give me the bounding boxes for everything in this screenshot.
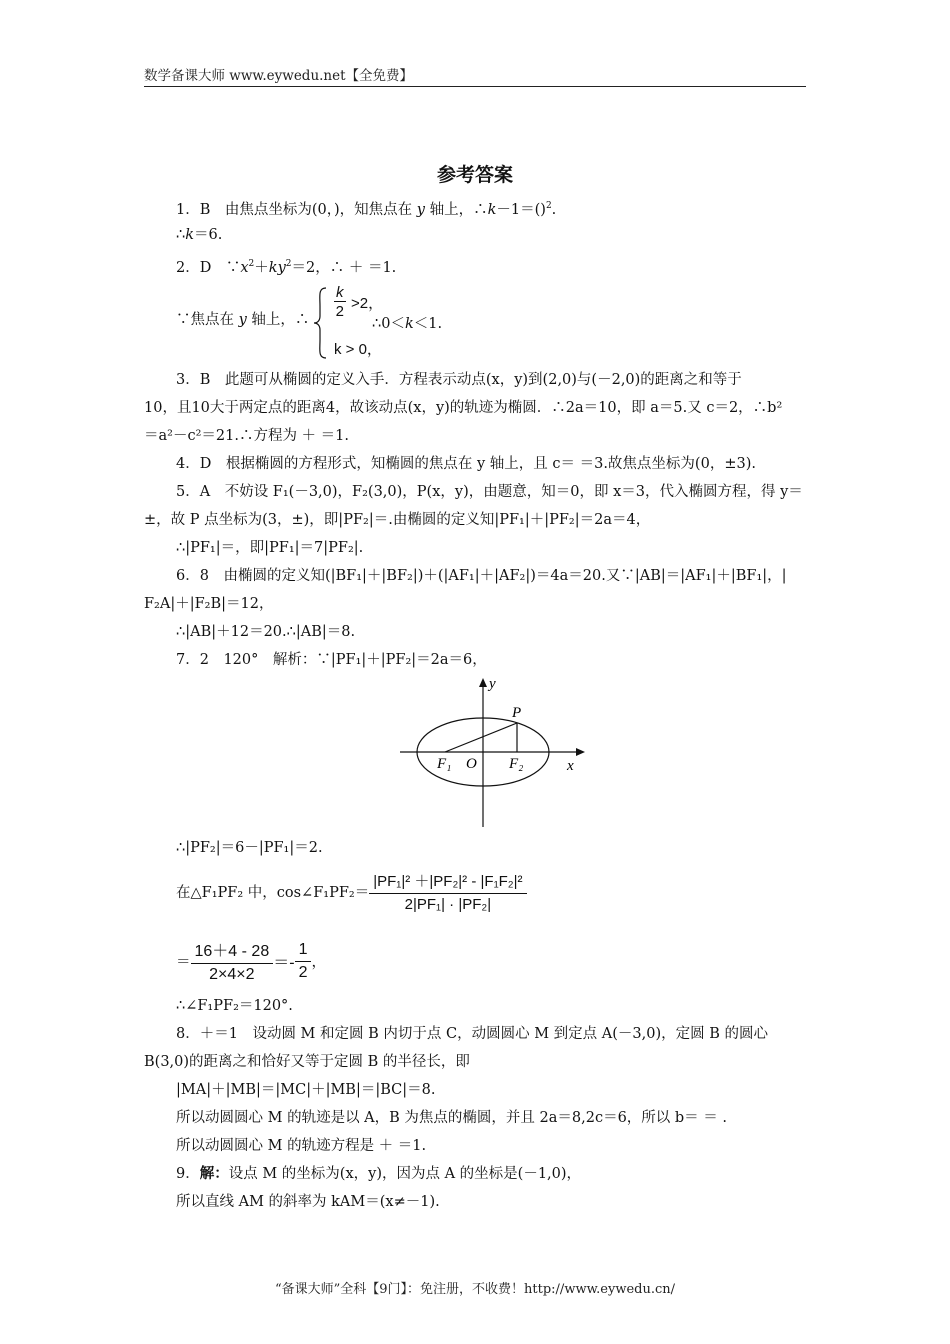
text: 轴上，∴ (424, 202, 488, 218)
inequality-gt-2: >2， (351, 295, 384, 312)
text: 设点 M 的坐标为(x，y)，因为点 A 的坐标是(－1,0)， (228, 1166, 582, 1182)
text: 轴上，∴ (246, 312, 310, 328)
page-title: 参考答案 (436, 164, 513, 186)
page-header (144, 64, 806, 87)
text: 在△F₁PF₂ 中，cos∠F₁PF₂＝ (176, 885, 370, 901)
cos-numerator: |PF₁|² ＋|PF₂|² - |F₁F₂|² (369, 870, 526, 894)
half-denominator: 2 (298, 963, 308, 981)
calc-fraction (191, 938, 274, 984)
answer-7-line-2: ∴|PF₂|＝6－|PF₁|＝2. (176, 840, 323, 856)
text: 2．D ∵ (176, 260, 241, 276)
text: 9． (176, 1166, 200, 1182)
half-fraction (295, 941, 312, 982)
calc-numerator: 16＋4 - 28 (191, 938, 274, 964)
answer-5-line-1: 5．A 不妨设 F₁(－3,0)，F₂(3,0)，P(x，y)，由题意，知＝0，即 x＝3，代入椭圆方程，得 y＝ (176, 484, 803, 500)
answer-4-line-1: 4．D 根据椭圆的方程形式，知椭圆的焦点在 y 轴上，且 c＝ ＝3.故焦点坐标为(0，±3). (176, 456, 756, 472)
system-lead (176, 308, 309, 329)
answer-3-line-3: ＝a²－c²＝21.∴方程为 ＋ ＝1. (144, 428, 350, 444)
text: 1．B 由焦点坐标为(0，)，知焦点在 (176, 202, 417, 218)
answer-9-line-2: 所以直线 AM 的斜率为 kAM＝(x≠－1). (176, 1194, 440, 1210)
text: . (551, 202, 557, 218)
label-f2: F₂ (509, 756, 524, 772)
fraction-k-over-2 (334, 284, 346, 320)
label-x: x (567, 758, 574, 774)
answer-6-line-2: F₂A|＋|F₂B|＝12， (144, 596, 274, 612)
var-x: x (240, 260, 249, 276)
answer-5-line-2: ±，故 P 点坐标为(3，±)，即|PF₂|＝.由椭圆的定义知|PF₁|＋|PF₂|＝2a＝4， (144, 512, 651, 528)
text: ＝2，∴ ＋ ＝1. (291, 260, 397, 276)
answer-7-calc-line (176, 938, 326, 984)
system-conclusion (372, 312, 442, 333)
text: ＜1. (413, 316, 443, 332)
exponent: 2 (545, 201, 552, 211)
answer-8-line-5: 所以动圆圆心 M 的轨迹方程是 ＋ ＝1. (176, 1138, 427, 1154)
answer-1-line-2 (176, 225, 222, 245)
answer-7-line-1: 7．2 120° 解析：∵|PF₁|＋|PF₂|＝2a＝6， (176, 652, 487, 668)
x-axis-arrow-icon (576, 748, 585, 756)
exponent: 2 (285, 259, 292, 269)
var-k: k (404, 316, 414, 332)
text: ＝6. (194, 227, 223, 243)
answer-9-line-1 (176, 1164, 581, 1184)
y-axis-arrow-icon (479, 678, 487, 687)
solution-label: 解： (199, 1165, 229, 1182)
text: －1＝() (496, 202, 546, 218)
answer-7-line-5: ∴∠F₁PF₂＝120°. (176, 998, 293, 1014)
cos-denominator: 2|PF₁| · |PF₂| (404, 896, 492, 913)
text: ＋ (254, 260, 269, 276)
answer-2-system (176, 282, 496, 358)
answer-1-line-1 (176, 196, 556, 220)
var-y: y (416, 202, 425, 218)
inequality-k-gt-0: k > 0， (334, 341, 382, 358)
text: ＝- (273, 954, 295, 972)
answer-3-line-1: 3．B 此题可从椭圆的定义入手．方程表示动点(x，y)到(2,0)与(－2,0)的距离之和等于 (176, 372, 742, 388)
text: ∵焦点在 (176, 312, 239, 328)
text: ∴ (176, 227, 186, 243)
var-y: y (238, 312, 247, 328)
var-ky: ky (268, 260, 286, 276)
text: ， (311, 954, 326, 971)
answer-8-line-2: B(3,0)的距离之和恰好又等于定圆 B 的半径长，即 (144, 1054, 470, 1070)
answer-2-line-1 (176, 254, 396, 278)
calc-denominator: 2×4×2 (209, 966, 255, 983)
answer-7-cos-line (176, 870, 527, 913)
text: ∴0＜ (372, 316, 405, 332)
answer-5-line-3: ∴|PF₁|＝，即|PF₁|＝7|PF₂|. (176, 540, 364, 556)
label-o: O (466, 756, 477, 772)
cos-fraction (369, 870, 526, 913)
var-k: k (487, 202, 497, 218)
answer-8-line-4: 所以动圆圆心 M 的轨迹是以 A，B 为焦点的椭圆，并且 2a＝8,2c＝6，所以 b＝ ＝ . (176, 1110, 728, 1126)
label-f1: F₁ (437, 756, 452, 772)
segment-pf1 (445, 723, 517, 752)
answer-6-line-3: ∴|AB|＋12＝20.∴|AB|＝8. (176, 624, 356, 640)
label-y: y (489, 676, 496, 692)
answer-8-line-1: 8．＋＝1 设动圆 M 和定圆 B 内切于点 C，动圆圆心 M 到定点 A(－3,0)，定圆 B 的圆心 (176, 1026, 768, 1042)
label-p: P (512, 705, 522, 721)
ellipse-figure (395, 672, 595, 832)
page-footer: “备课大师”全科【9门】：免注册，不收费！http://www.eywedu.cn/ (274, 1282, 676, 1297)
denominator: 2 (335, 303, 344, 320)
header-text: 数学备课大师 www.eywedu.net【全免费】 (144, 68, 414, 84)
numerator: k (336, 284, 344, 301)
var-k: k (185, 227, 195, 243)
left-brace-icon (310, 286, 330, 360)
half-numerator: 1 (295, 941, 312, 962)
answer-8-line-3: |MA|＋|MB|＝|MC|＋|MB|＝|BC|＝8. (176, 1082, 436, 1098)
answer-6-line-1: 6．8 由椭圆的定义知(|BF₁|＋|BF₂|)＋(|AF₁|＋|AF₂|)＝4a＝20.又∵|AB|＝|AF₁|＋|BF₁|，| (176, 568, 787, 584)
answer-3-line-2: 10，且10大于两定点的距离4，故该动点(x，y)的轨迹为椭圆．∴2a＝10，即 a＝5.又 c＝2，∴b² (144, 400, 783, 416)
exponent: 2 (248, 259, 255, 269)
text: ＝ (176, 954, 191, 971)
